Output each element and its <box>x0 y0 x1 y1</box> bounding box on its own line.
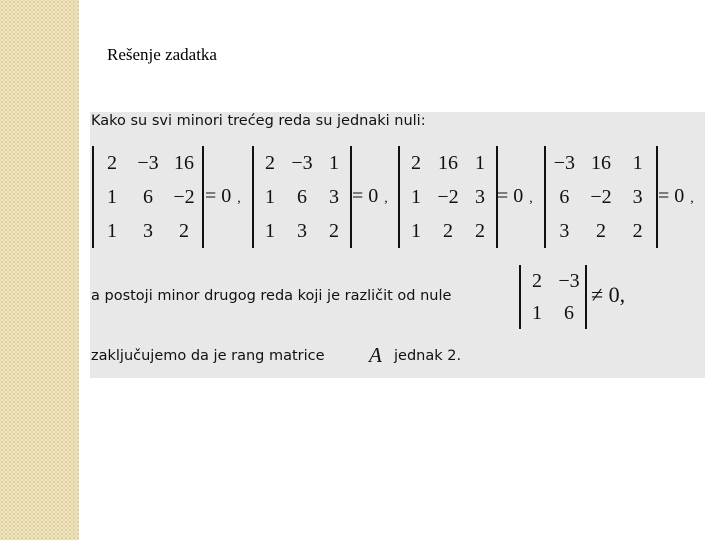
det-cell: 6 <box>297 185 307 208</box>
det-row <box>546 186 656 209</box>
det-cell: 2 <box>179 219 189 242</box>
det-cell: 1 <box>411 219 421 242</box>
det-row <box>521 302 585 325</box>
decorative-side-strip <box>0 0 79 540</box>
det-row <box>94 220 202 243</box>
det-cell: 6 <box>143 185 153 208</box>
det-cell: −2 <box>173 185 195 208</box>
det-row <box>94 186 202 209</box>
det-row <box>254 220 350 243</box>
det-cell: −3 <box>291 151 313 174</box>
det-cell: −3 <box>558 269 580 292</box>
det-cell: −3 <box>137 151 159 174</box>
equals-zero: = 0 <box>205 185 232 207</box>
det-row <box>546 220 656 243</box>
det-cell: 1 <box>411 185 421 208</box>
det-row <box>521 270 585 293</box>
minor3-determinant-2 <box>252 146 352 248</box>
det-row <box>254 152 350 175</box>
det-cell: 2 <box>443 219 453 242</box>
det-cell: −3 <box>553 151 575 174</box>
minor3-determinant-4 <box>544 146 658 248</box>
det-row <box>400 186 496 209</box>
det-cell: 2 <box>632 219 643 242</box>
minor3-equals-4 <box>658 185 694 208</box>
det-cell: 1 <box>107 219 117 242</box>
det-cell: 3 <box>297 219 307 242</box>
det-cell: 1 <box>532 301 542 324</box>
equals-zero: = 0 <box>497 185 524 207</box>
det-cell: 2 <box>107 151 117 174</box>
det-cell: 16 <box>174 151 194 174</box>
det-cell: 3 <box>632 185 643 208</box>
minor3-equals-1 <box>205 185 241 208</box>
det-cell: 3 <box>559 219 570 242</box>
minor3-equals-3 <box>497 185 533 208</box>
det-cell: 1 <box>632 151 643 174</box>
minor3-determinant-1 <box>92 146 204 248</box>
det-cell: 2 <box>475 219 485 242</box>
conclusion-text-end: jednak 2. <box>394 348 462 364</box>
slide-title: Rešenje zadatka <box>107 45 217 64</box>
conclusion-text-start: zaključujemo da je rang matrice <box>91 348 325 364</box>
det-cell: 1 <box>265 185 275 208</box>
separator-comma: , <box>690 191 694 206</box>
minor2-determinant <box>519 265 587 329</box>
minor3-determinant-3 <box>398 146 498 248</box>
det-cell: 3 <box>143 219 153 242</box>
det-cell: 6 <box>559 185 570 208</box>
det-cell: 2 <box>411 151 421 174</box>
det-cell: 2 <box>595 219 606 242</box>
second-order-minor-text: a postoji minor drugog reda koji je različit od nule <box>91 288 452 304</box>
det-cell: 6 <box>564 301 574 324</box>
det-row <box>94 152 202 175</box>
minor3-equals-2 <box>352 185 388 208</box>
det-cell: 16 <box>438 151 458 174</box>
det-cell: 1 <box>265 219 275 242</box>
det-cell: 1 <box>107 185 117 208</box>
separator-comma: , <box>237 191 241 206</box>
det-cell: 2 <box>532 269 542 292</box>
det-cell: 2 <box>329 219 339 242</box>
det-row <box>400 152 496 175</box>
det-row <box>546 152 656 175</box>
det-row <box>254 186 350 209</box>
det-cell: 1 <box>475 151 485 174</box>
equals-zero: = 0 <box>352 185 379 207</box>
det-cell: −2 <box>590 185 612 208</box>
not-equal-zero: ≠ 0, <box>591 282 626 307</box>
det-cell: 3 <box>329 185 339 208</box>
matrix-name: A <box>369 343 382 367</box>
det-cell: 1 <box>329 151 339 174</box>
det-cell: −2 <box>437 185 459 208</box>
det-cell: 16 <box>590 151 611 174</box>
equals-zero: = 0 <box>658 185 685 207</box>
separator-comma: , <box>384 191 388 206</box>
intro-text: Kako su svi minori trećeg reda su jednaki nuli: <box>91 113 426 129</box>
det-row <box>400 220 496 243</box>
det-cell: 2 <box>265 151 275 174</box>
det-cell: 3 <box>475 185 485 208</box>
separator-comma: , <box>529 191 533 206</box>
